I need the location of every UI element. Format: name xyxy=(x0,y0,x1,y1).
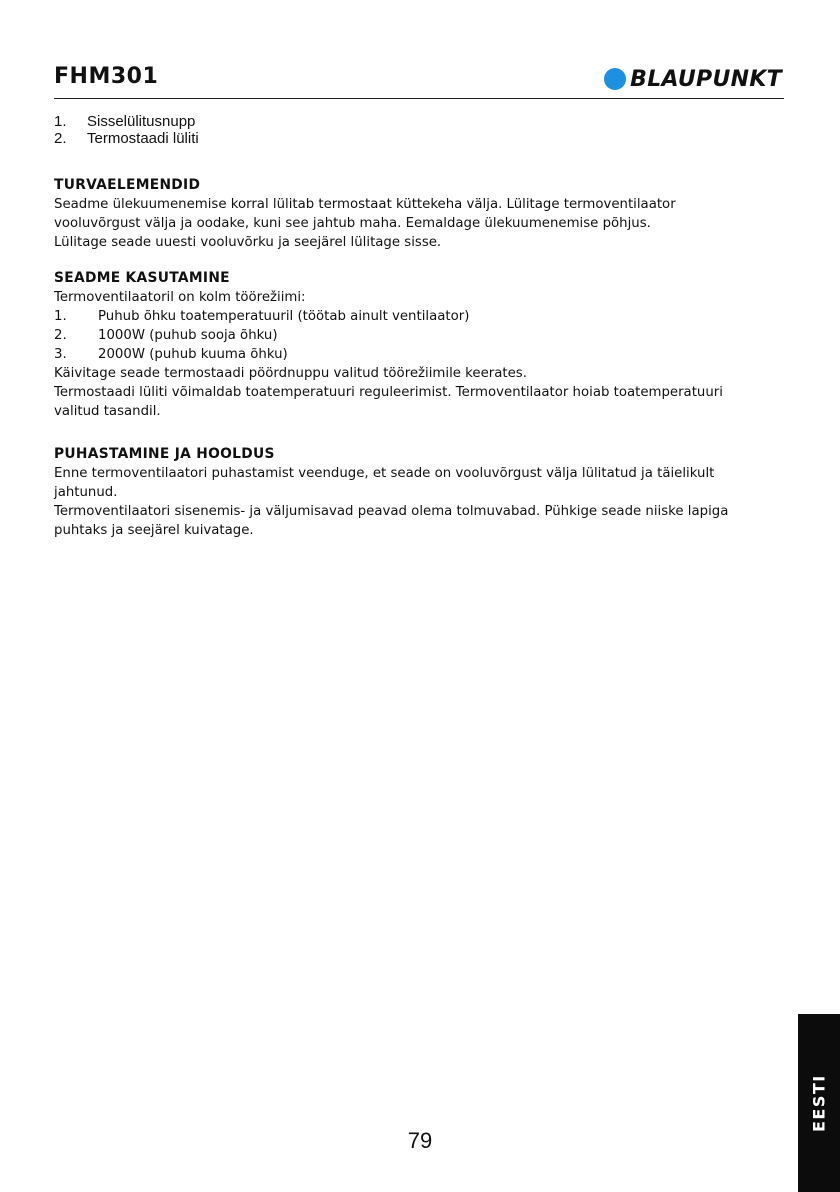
section-heading: TURVAELEMENDID xyxy=(54,177,201,193)
page-header xyxy=(54,64,784,99)
paragraph-line: Termoventilaatoril on kolm töörežiimi: xyxy=(54,290,306,305)
list-text: 1000W (puhub sooja õhku) xyxy=(98,328,278,343)
list-item xyxy=(54,307,786,326)
paragraph-line: Käivitage seade termostaadi pöördnuppu valitud töörežiimile keerates. xyxy=(54,366,527,381)
list-item xyxy=(54,113,199,130)
list-text: Sisselülitusnupp xyxy=(87,113,196,130)
language-tab xyxy=(798,1014,840,1192)
paragraph-line: puhtaks ja seejärel kuivatage. xyxy=(54,523,254,538)
paragraph-line: valitud tasandil. xyxy=(54,404,161,419)
list-text: 2000W (puhub kuuma õhku) xyxy=(98,347,288,362)
page-number: 79 xyxy=(407,1128,433,1153)
parts-list xyxy=(54,113,199,147)
list-number: 2. xyxy=(54,328,67,343)
language-tab-label: EESTI xyxy=(809,1074,829,1132)
list-item xyxy=(54,326,786,345)
paragraph-line: Seadme ülekuumenemise korral lülitab termostaat küttekeha välja. Lülitage termoventilaator xyxy=(54,197,676,212)
brand-name: BLAUPUNKT xyxy=(630,66,782,92)
paragraph-line: Termoventilaatori sisenemis- ja väljumisavad peavad olema tolmuvabad. Pühkige seade niiske lapiga xyxy=(54,504,729,519)
paragraph-line: Termostaadi lüliti võimaldab toatemperatuuri reguleerimist. Termoventilaator hoiab toatemperatuuri xyxy=(54,385,723,400)
paragraph-line: vooluvõrgust välja ja oodake, kuni see jahtub maha. Eemaldage ülekuumenemise põhjus. xyxy=(54,216,651,231)
cleaning-section xyxy=(54,445,786,540)
list-number: 2. xyxy=(54,130,67,147)
list-text: Puhub õhku toatemperatuuril (töötab ainult ventilaator) xyxy=(98,309,470,324)
list-item xyxy=(54,130,199,147)
list-item xyxy=(54,345,786,364)
usage-section xyxy=(54,269,786,421)
brand-logo xyxy=(604,66,782,92)
paragraph-line: Enne termoventilaatori puhastamist veenduge, et seade on vooluvõrgust välja lülitatud ja täielikult xyxy=(54,466,715,481)
list-number: 1. xyxy=(54,113,67,130)
section-heading: SEADME KASUTAMINE xyxy=(54,270,230,286)
list-number: 3. xyxy=(54,347,67,362)
brand-dot-icon xyxy=(604,68,626,90)
paragraph-line: Lülitage seade uuesti vooluvõrku ja seejärel lülitage sisse. xyxy=(54,235,442,250)
list-number: 1. xyxy=(54,309,67,324)
section-heading: PUHASTAMINE JA HOOLDUS xyxy=(54,446,275,462)
paragraph-line: jahtunud. xyxy=(54,485,118,500)
safety-section xyxy=(54,176,786,252)
list-text: Termostaadi lüliti xyxy=(87,130,199,147)
model-name: FHM301 xyxy=(54,64,159,89)
